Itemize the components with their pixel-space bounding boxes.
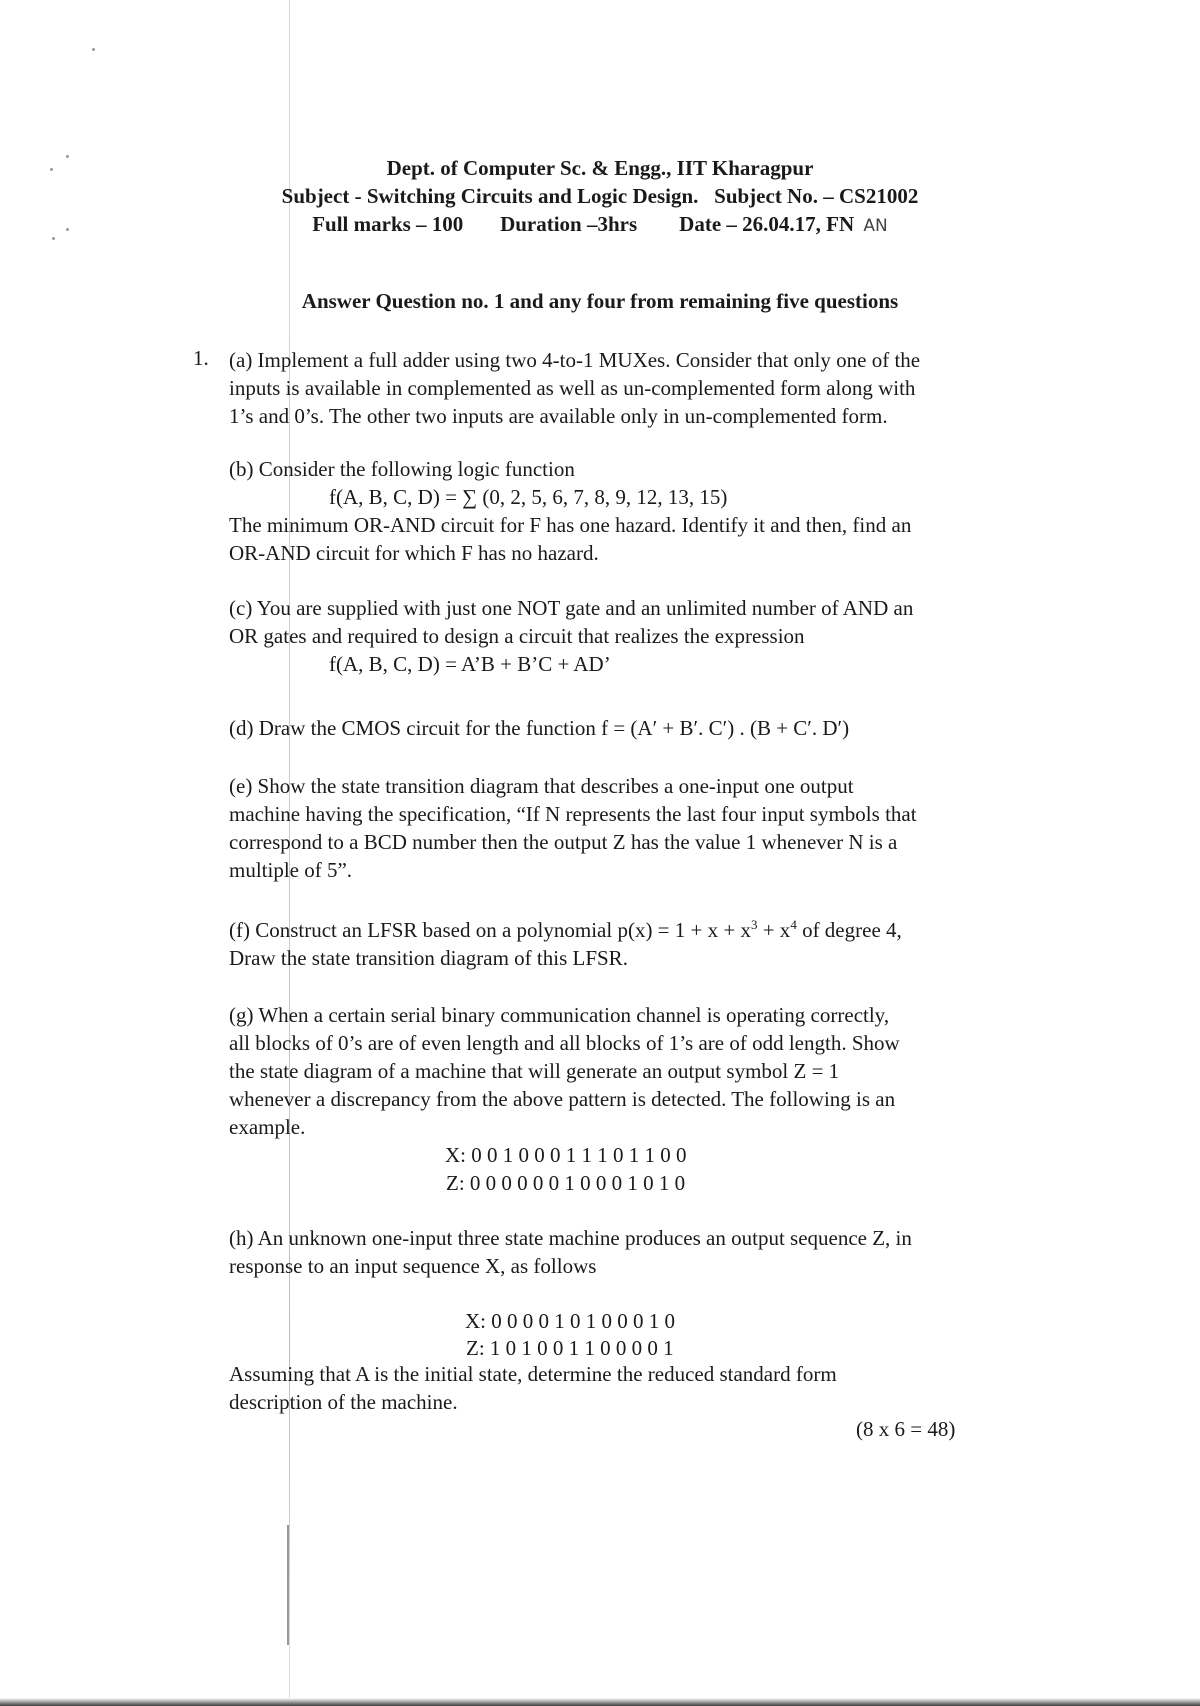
part-h-line: description of the machine. [229, 1390, 458, 1414]
part-g-line: all blocks of 0’s are of even length and all blocks of 1’s are of odd length. Show [229, 1031, 900, 1055]
exam-instruction: Answer Question no. 1 and any four from remaining five questions [301, 289, 899, 313]
question-part-b [229, 455, 1029, 567]
part-h-line: response to an input sequence X, as follows [229, 1254, 597, 1278]
part-g-line: whenever a discrepancy from the above pattern is detected. The following is an [229, 1087, 896, 1111]
sequence-x-g: X: 0 0 1 0 0 0 1 1 1 0 1 1 0 0 [445, 1143, 687, 1167]
question-part-g [229, 1001, 1029, 1141]
question-part-e [229, 772, 1029, 884]
polynomial-text: (f) Construct an LFSR based on a polynomial p(x) = 1 + x + x [229, 918, 751, 942]
exponent: 3 [750, 917, 758, 932]
subject-number: Subject No. – CS21002 [714, 184, 919, 208]
question-part-a [229, 346, 1029, 430]
full-marks: Full marks – 100 [312, 212, 464, 236]
marks-allocation: (8 x 6 = 48) [856, 1417, 956, 1441]
logic-function: f(A, B, C, D) = ∑ (0, 2, 5, 6, 7, 8, 9, 12, 13, 15) [329, 485, 728, 509]
part-e-line: machine having the specification, “If N represents the last four input symbols that [229, 802, 917, 826]
part-c-line: OR gates and required to design a circuit that realizes the expression [229, 624, 805, 648]
logic-expression: f(A, B, C, D) = A’B + B’C + AD’ [329, 652, 611, 676]
part-a-line: 1’s and 0’s. The other two inputs are available only in un-complemented form. [229, 404, 888, 428]
part-b-line: (b) Consider the following logic function [229, 457, 575, 481]
part-d-line: (d) Draw the CMOS circuit for the function f = (A′ + B′. C′) . (B + C′. D′) [229, 716, 850, 740]
scan-artifact-mark [287, 1525, 289, 1645]
sequence-z-h: Z: 1 0 1 0 0 1 1 0 0 0 0 1 [466, 1336, 674, 1360]
subject-line [0, 182, 1200, 210]
part-b-line: OR-AND circuit for which F has no hazard. [229, 541, 599, 565]
exam-header [0, 154, 1200, 240]
exam-details-line [0, 210, 1200, 240]
part-h-line: (h) An unknown one-input three state machine produces an output sequence Z, in [229, 1226, 912, 1250]
question-number: 1. [193, 346, 209, 370]
part-h-line: Assuming that A is the initial state, determine the reduced standard form [229, 1362, 837, 1386]
part-g-line: the state diagram of a machine that will generate an output symbol Z = 1 [229, 1059, 840, 1083]
exponent: 4 [790, 917, 797, 932]
sequence-z-g: Z: 0 0 0 0 0 0 1 0 0 0 1 0 1 0 [446, 1171, 686, 1195]
part-g-line: (g) When a certain serial binary communication channel is operating correctly, [229, 1003, 890, 1027]
question-part-h-cont [229, 1360, 1029, 1416]
handwritten-note: AN [863, 216, 888, 236]
part-f-line: Draw the state transition diagram of this LFSR. [229, 946, 628, 970]
duration: Duration –3hrs [500, 212, 638, 236]
part-e-line: (e) Show the state transition diagram that describes a one-input one output [229, 774, 854, 798]
scan-speck [92, 48, 95, 51]
subject-name: Subject - Switching Circuits and Logic Design. [281, 184, 699, 208]
part-c-line: (c) You are supplied with just one NOT gate and an unlimited number of AND an [229, 596, 914, 620]
question-part-f [229, 916, 1029, 972]
part-f-line [229, 916, 1029, 944]
exam-date: Date – 26.04.17, FN [679, 212, 855, 236]
part-a-line: inputs is available in complemented as well as un-complemented form along with [229, 376, 916, 400]
part-e-line: correspond to a BCD number then the output Z has the value 1 whenever N is a [229, 830, 898, 854]
question-part-c [229, 594, 1029, 678]
question-part-h [229, 1224, 1029, 1280]
polynomial-text: of degree 4, [796, 918, 902, 942]
department-line: Dept. of Computer Sc. & Engg., IIT Kharagpur [386, 156, 814, 180]
part-b-line: The minimum OR-AND circuit for F has one hazard. Identify it and then, find an [229, 513, 912, 537]
sequence-x-h: X: 0 0 0 0 1 0 1 0 0 0 1 0 [465, 1309, 675, 1333]
part-e-line: multiple of 5”. [229, 858, 353, 882]
polynomial-text: + x [757, 918, 791, 942]
part-a-line: (a) Implement a full adder using two 4-to-1 MUXes. Consider that only one of the [229, 348, 921, 372]
question-part-d [229, 714, 1029, 742]
part-g-line: example. [229, 1115, 306, 1139]
scan-bottom-edge [0, 1698, 1200, 1706]
